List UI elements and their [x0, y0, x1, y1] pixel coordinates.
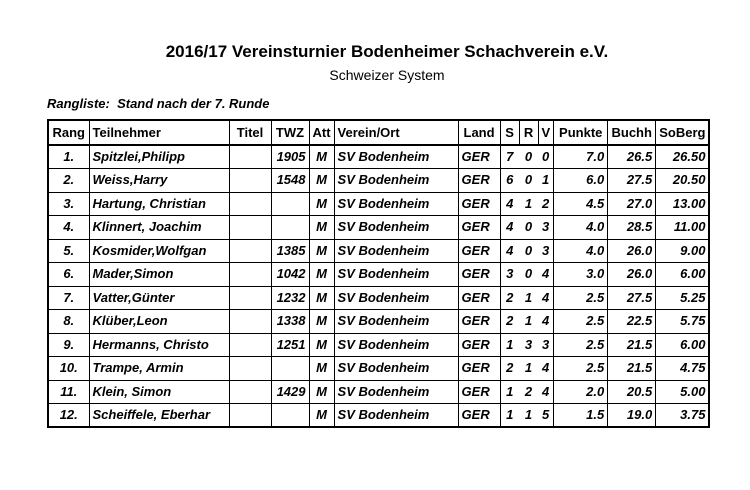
- table-row: [48, 192, 709, 216]
- column-header-att: Att: [309, 120, 334, 145]
- column-header-twz: TWZ: [271, 120, 309, 145]
- cell-titel: [229, 169, 271, 193]
- cell-siege: 6: [500, 169, 519, 193]
- cell-verluste: 4: [538, 380, 554, 404]
- cell-buchholz: 27.5: [608, 286, 656, 310]
- cell-verluste: 3: [538, 216, 554, 240]
- cell-rang: 8.: [48, 310, 89, 334]
- cell-twz: 1338: [271, 310, 309, 334]
- column-header-s: S: [500, 120, 519, 145]
- cell-twz: [271, 404, 309, 428]
- cell-buchholz: 26.0: [608, 263, 656, 287]
- cell-punkte: 2.5: [554, 286, 608, 310]
- cell-verein: SV Bodenheim: [334, 333, 458, 357]
- cell-remis: 0: [519, 239, 538, 263]
- cell-remis: 2: [519, 380, 538, 404]
- cell-att: M: [309, 404, 334, 428]
- cell-buchholz: 22.5: [608, 310, 656, 334]
- cell-remis: 1: [519, 192, 538, 216]
- table-row: [48, 310, 709, 334]
- cell-rang: 10.: [48, 357, 89, 381]
- cell-land: GER: [458, 263, 500, 287]
- cell-buchholz: 27.5: [608, 169, 656, 193]
- cell-verluste: 0: [538, 145, 554, 169]
- column-header-land: Land: [458, 120, 500, 145]
- cell-punkte: 2.5: [554, 333, 608, 357]
- ranking-table: [47, 119, 710, 428]
- cell-rang: 11.: [48, 380, 89, 404]
- cell-twz: 1385: [271, 239, 309, 263]
- cell-sonneborn-berger: 4.75: [656, 357, 710, 381]
- cell-twz: [271, 216, 309, 240]
- table-row: [48, 145, 709, 169]
- column-header-rang: Rang: [48, 120, 89, 145]
- cell-punkte: 2.5: [554, 310, 608, 334]
- cell-remis: 1: [519, 357, 538, 381]
- cell-att: M: [309, 286, 334, 310]
- table-row: [48, 216, 709, 240]
- cell-rang: 5.: [48, 239, 89, 263]
- cell-teilnehmer: Mader,Simon: [89, 263, 229, 287]
- cell-titel: [229, 380, 271, 404]
- cell-land: GER: [458, 216, 500, 240]
- cell-titel: [229, 333, 271, 357]
- ranking-table-body: [48, 145, 709, 427]
- cell-rang: 3.: [48, 192, 89, 216]
- cell-teilnehmer: Spitzlei,Philipp: [89, 145, 229, 169]
- cell-verein: SV Bodenheim: [334, 192, 458, 216]
- cell-verluste: 2: [538, 192, 554, 216]
- table-row: [48, 380, 709, 404]
- cell-rang: 7.: [48, 286, 89, 310]
- cell-land: GER: [458, 192, 500, 216]
- cell-siege: 2: [500, 286, 519, 310]
- cell-sonneborn-berger: 5.00: [656, 380, 710, 404]
- cell-att: M: [309, 263, 334, 287]
- cell-verein: SV Bodenheim: [334, 216, 458, 240]
- cell-rang: 2.: [48, 169, 89, 193]
- cell-siege: 1: [500, 380, 519, 404]
- cell-verluste: 1: [538, 169, 554, 193]
- table-header-row: [48, 120, 709, 145]
- cell-att: M: [309, 380, 334, 404]
- ranking-caption: Rangliste: Stand nach der 7. Runde: [47, 96, 270, 111]
- cell-twz: 1429: [271, 380, 309, 404]
- cell-twz: 1251: [271, 333, 309, 357]
- column-header-buchh: Buchh: [608, 120, 656, 145]
- cell-titel: [229, 404, 271, 428]
- table-row: [48, 286, 709, 310]
- cell-siege: 7: [500, 145, 519, 169]
- cell-land: GER: [458, 310, 500, 334]
- cell-punkte: 2.0: [554, 380, 608, 404]
- cell-att: M: [309, 169, 334, 193]
- cell-verein: SV Bodenheim: [334, 263, 458, 287]
- cell-rang: 4.: [48, 216, 89, 240]
- cell-sonneborn-berger: 11.00: [656, 216, 710, 240]
- cell-remis: 1: [519, 310, 538, 334]
- cell-verluste: 4: [538, 286, 554, 310]
- cell-teilnehmer: Vatter,Günter: [89, 286, 229, 310]
- cell-land: GER: [458, 239, 500, 263]
- cell-verein: SV Bodenheim: [334, 357, 458, 381]
- cell-titel: [229, 192, 271, 216]
- cell-siege: 3: [500, 263, 519, 287]
- cell-verein: SV Bodenheim: [334, 380, 458, 404]
- cell-titel: [229, 263, 271, 287]
- page-subtitle: Schweizer System: [329, 67, 445, 83]
- table-row: [48, 357, 709, 381]
- cell-siege: 4: [500, 192, 519, 216]
- cell-twz: 1548: [271, 169, 309, 193]
- cell-remis: 0: [519, 145, 538, 169]
- cell-punkte: 7.0: [554, 145, 608, 169]
- cell-verein: SV Bodenheim: [334, 310, 458, 334]
- cell-siege: 1: [500, 404, 519, 428]
- cell-verein: SV Bodenheim: [334, 145, 458, 169]
- cell-rang: 6.: [48, 263, 89, 287]
- cell-verein: SV Bodenheim: [334, 404, 458, 428]
- cell-rang: 9.: [48, 333, 89, 357]
- cell-att: M: [309, 145, 334, 169]
- cell-teilnehmer: Klein, Simon: [89, 380, 229, 404]
- cell-titel: [229, 239, 271, 263]
- cell-buchholz: 26.0: [608, 239, 656, 263]
- cell-sonneborn-berger: 20.50: [656, 169, 710, 193]
- cell-siege: 1: [500, 333, 519, 357]
- cell-verluste: 4: [538, 357, 554, 381]
- column-header-punkte: Punkte: [554, 120, 608, 145]
- column-header-v: V: [538, 120, 554, 145]
- table-row: [48, 169, 709, 193]
- cell-teilnehmer: Klinnert, Joachim: [89, 216, 229, 240]
- cell-verluste: 4: [538, 263, 554, 287]
- cell-titel: [229, 145, 271, 169]
- column-header-titel: Titel: [229, 120, 271, 145]
- cell-siege: 4: [500, 239, 519, 263]
- cell-teilnehmer: Weiss,Harry: [89, 169, 229, 193]
- cell-buchholz: 21.5: [608, 357, 656, 381]
- cell-twz: [271, 357, 309, 381]
- cell-twz: 1042: [271, 263, 309, 287]
- cell-sonneborn-berger: 5.25: [656, 286, 710, 310]
- cell-buchholz: 26.5: [608, 145, 656, 169]
- cell-remis: 3: [519, 333, 538, 357]
- cell-titel: [229, 310, 271, 334]
- cell-land: GER: [458, 380, 500, 404]
- cell-att: M: [309, 310, 334, 334]
- cell-rang: 1.: [48, 145, 89, 169]
- cell-siege: 2: [500, 357, 519, 381]
- cell-verluste: 4: [538, 310, 554, 334]
- cell-titel: [229, 216, 271, 240]
- cell-teilnehmer: Klüber,Leon: [89, 310, 229, 334]
- cell-teilnehmer: Kosmider,Wolfgan: [89, 239, 229, 263]
- cell-land: GER: [458, 286, 500, 310]
- cell-verein: SV Bodenheim: [334, 169, 458, 193]
- cell-punkte: 4.0: [554, 239, 608, 263]
- cell-twz: 1232: [271, 286, 309, 310]
- column-header-soberg: SoBerg: [656, 120, 710, 145]
- cell-verluste: 5: [538, 404, 554, 428]
- page-title: 2016/17 Vereinsturnier Bodenheimer Schachverein e.V.: [165, 42, 609, 61]
- cell-titel: [229, 357, 271, 381]
- cell-verein: SV Bodenheim: [334, 239, 458, 263]
- cell-sonneborn-berger: 13.00: [656, 192, 710, 216]
- table-row: [48, 263, 709, 287]
- cell-sonneborn-berger: 6.00: [656, 333, 710, 357]
- cell-punkte: 2.5: [554, 357, 608, 381]
- cell-punkte: 1.5: [554, 404, 608, 428]
- cell-sonneborn-berger: 26.50: [656, 145, 710, 169]
- cell-titel: [229, 286, 271, 310]
- cell-att: M: [309, 357, 334, 381]
- cell-land: GER: [458, 145, 500, 169]
- cell-punkte: 4.0: [554, 216, 608, 240]
- cell-sonneborn-berger: 3.75: [656, 404, 710, 428]
- cell-verluste: 3: [538, 239, 554, 263]
- cell-twz: [271, 192, 309, 216]
- cell-siege: 2: [500, 310, 519, 334]
- cell-buchholz: 21.5: [608, 333, 656, 357]
- cell-remis: 0: [519, 216, 538, 240]
- cell-land: GER: [458, 404, 500, 428]
- table-row: [48, 333, 709, 357]
- table-row: [48, 239, 709, 263]
- cell-teilnehmer: Scheiffele, Eberhar: [89, 404, 229, 428]
- column-header-verein: Verein/Ort: [334, 120, 458, 145]
- cell-buchholz: 28.5: [608, 216, 656, 240]
- cell-att: M: [309, 239, 334, 263]
- cell-sonneborn-berger: 9.00: [656, 239, 710, 263]
- cell-land: GER: [458, 333, 500, 357]
- cell-punkte: 3.0: [554, 263, 608, 287]
- cell-teilnehmer: Hermanns, Christo: [89, 333, 229, 357]
- cell-punkte: 4.5: [554, 192, 608, 216]
- cell-teilnehmer: Trampe, Armin: [89, 357, 229, 381]
- cell-remis: 0: [519, 263, 538, 287]
- cell-sonneborn-berger: 6.00: [656, 263, 710, 287]
- cell-buchholz: 19.0: [608, 404, 656, 428]
- column-header-teilnehmer: Teilnehmer: [89, 120, 229, 145]
- table-row: [48, 404, 709, 428]
- cell-sonneborn-berger: 5.75: [656, 310, 710, 334]
- cell-remis: 0: [519, 169, 538, 193]
- cell-teilnehmer: Hartung, Christian: [89, 192, 229, 216]
- cell-remis: 1: [519, 404, 538, 428]
- cell-land: GER: [458, 357, 500, 381]
- column-header-r: R: [519, 120, 538, 145]
- cell-rang: 12.: [48, 404, 89, 428]
- cell-verein: SV Bodenheim: [334, 286, 458, 310]
- cell-punkte: 6.0: [554, 169, 608, 193]
- cell-land: GER: [458, 169, 500, 193]
- cell-att: M: [309, 192, 334, 216]
- cell-buchholz: 27.0: [608, 192, 656, 216]
- cell-att: M: [309, 216, 334, 240]
- cell-twz: 1905: [271, 145, 309, 169]
- cell-verluste: 3: [538, 333, 554, 357]
- cell-remis: 1: [519, 286, 538, 310]
- cell-att: M: [309, 333, 334, 357]
- cell-buchholz: 20.5: [608, 380, 656, 404]
- cell-siege: 4: [500, 216, 519, 240]
